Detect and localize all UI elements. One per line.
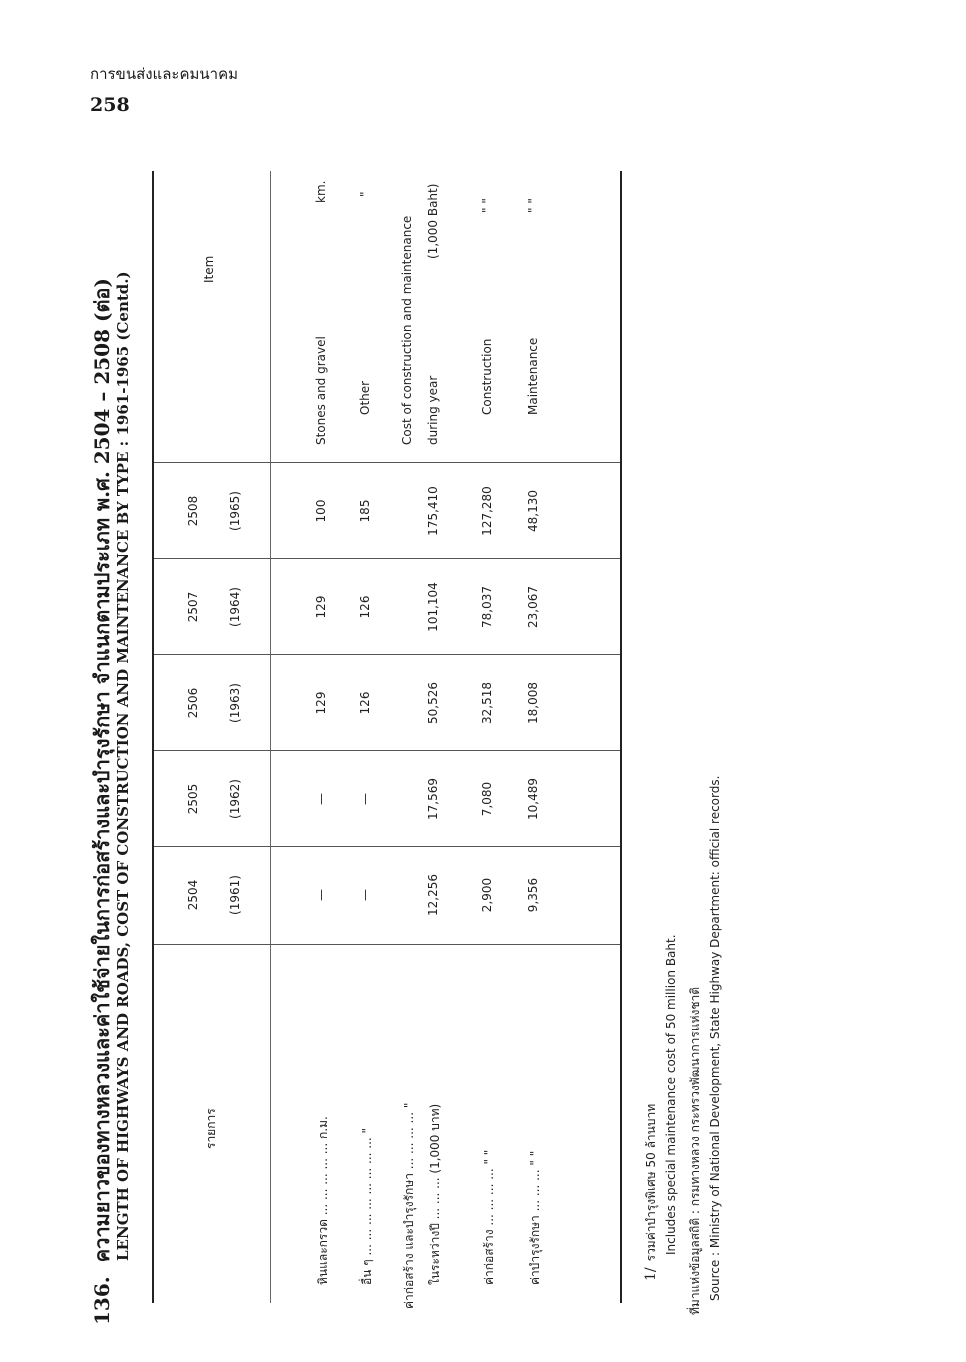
col-sep-4	[154, 654, 620, 655]
row-stones-value-2506: 129	[314, 691, 328, 715]
col-sep-3	[154, 750, 620, 751]
row-cost-label-en-line2: during year	[426, 375, 440, 445]
row-stones-value-2505: —	[314, 793, 328, 805]
footnote-note-en: Includes special maintenance cost of 50 million Baht.	[664, 934, 678, 1255]
col-sep-5	[154, 558, 620, 559]
row-maintenance-value-2505: 10,489	[526, 778, 540, 820]
year-be-2508: 2508	[186, 495, 200, 527]
row-construction-label-en: Construction	[480, 338, 494, 415]
row-construction-value-2504: 2,900	[480, 877, 494, 913]
row-other-label-th: อื่น ๆ ... ... ... ... ... ... ... ... "	[360, 1127, 374, 1285]
row-maintenance-value-2504: 9,356	[526, 877, 540, 913]
row-cost-unit: (1,000 Baht)	[426, 183, 440, 259]
table-title-en: LENGTH OF HIGHWAYS AND ROADS, COST OF CONSTRUCTION AND MAINTENANCE BY TYPE : 1961-1965 (Centd.)	[114, 271, 132, 1261]
row-cost-label-th-line2: ในระหว่างปี ... ... ... (1,000 บาท)	[428, 1103, 442, 1285]
row-construction-label-th: ค่าก่อสร้าง ... ... ... ... " "	[482, 1149, 496, 1285]
row-stones-label-th: หินและกรวด ... ... ... ... ... ก.ม.	[316, 1116, 330, 1285]
table-number: 136.	[90, 1276, 114, 1325]
row-cost-label-th: ค่าก่อสร้าง และบำรุงรักษา ... ... ... ... "	[402, 1102, 416, 1309]
year-ce-1963: (1963)	[228, 683, 242, 723]
row-maintenance-value-2508: 48,130	[526, 490, 540, 532]
row-cost-value-2504: 12,256	[426, 874, 440, 916]
row-other-value-2505: —	[358, 793, 372, 805]
row-cost-value-2506: 50,526	[426, 682, 440, 724]
header-item-en: Item	[202, 255, 216, 283]
row-other-unit: "	[358, 191, 372, 197]
row-cost-value-2508: 175,410	[426, 486, 440, 536]
row-other-value-2506: 126	[358, 691, 372, 715]
row-stones-value-2507: 129	[314, 595, 328, 619]
row-maintenance-unit: " "	[526, 198, 540, 213]
rotated-table-block	[0, 145, 760, 1325]
row-construction-unit: " "	[480, 198, 494, 213]
row-construction-value-2507: 78,037	[480, 586, 494, 628]
footnote-note-th-text: รวมค่าบำรุงพิเศษ 50 ล้านบาท	[644, 1103, 658, 1262]
footnote-note-th	[642, 1104, 661, 1281]
row-stones-unit: km.	[314, 180, 328, 203]
year-ce-1962: (1962)	[228, 779, 242, 819]
running-header-section: การขนส่งและคมนาคม	[90, 65, 238, 83]
col-sep-2	[154, 846, 620, 847]
row-cost-value-2505: 17,569	[426, 778, 440, 820]
row-other-value-2508: 185	[358, 499, 372, 523]
table-bottom-rule	[620, 171, 622, 1303]
year-be-2505: 2505	[186, 783, 200, 815]
year-be-2507: 2507	[186, 591, 200, 623]
page-number: 258	[90, 94, 130, 116]
footnote-source-th: ที่มาแห่งข้อมูลสถิติ : กรมทางหลวง กระทรวงพัฒนาการแห่งชาติ	[688, 986, 702, 1315]
footnote-source-en: Source : Ministry of National Development, State Highway Department: official records.	[708, 775, 722, 1301]
year-be-2504: 2504	[186, 879, 200, 911]
row-construction-value-2505: 7,080	[480, 781, 494, 817]
row-stones-label-en: Stones and gravel	[314, 336, 328, 445]
row-maintenance-label-th: ค่าบำรุงรักษา ... ... ... " "	[528, 1150, 542, 1285]
footnote-marker: 1/	[643, 1267, 659, 1281]
row-cost-value-2507: 101,104	[426, 582, 440, 632]
row-maintenance-value-2507: 23,067	[526, 586, 540, 628]
header-item-th: รายการ	[204, 1108, 218, 1149]
year-be-2506: 2506	[186, 687, 200, 719]
year-ce-1965: (1965)	[228, 491, 242, 531]
year-ce-1961: (1961)	[228, 875, 242, 915]
row-other-label-en: Other	[358, 380, 372, 415]
row-construction-value-2506: 32,518	[480, 682, 494, 724]
row-stones-value-2508: 100	[314, 499, 328, 523]
table-top-rule	[152, 171, 154, 1303]
title-th-text: ความยาวของทางหลวงและค่าใช้จ่ายในการก่อสร้างและบำรุงรักษา จำแนกตามประเภท พ.ศ. 2504 – 2508 (ต่อ)	[90, 278, 114, 1263]
row-cost-label-en: Cost of construction and maintenance	[400, 215, 414, 445]
header-bottom-rule	[270, 171, 271, 1303]
col-sep-6	[154, 462, 620, 463]
row-other-value-2504: —	[358, 889, 372, 901]
row-stones-value-2504: —	[314, 889, 328, 901]
row-other-value-2507: 126	[358, 595, 372, 619]
row-construction-value-2508: 127,280	[480, 486, 494, 536]
col-sep-1	[154, 944, 620, 945]
row-maintenance-label-en: Maintenance	[526, 337, 540, 415]
year-ce-1964: (1964)	[228, 587, 242, 627]
row-maintenance-value-2506: 18,008	[526, 682, 540, 724]
